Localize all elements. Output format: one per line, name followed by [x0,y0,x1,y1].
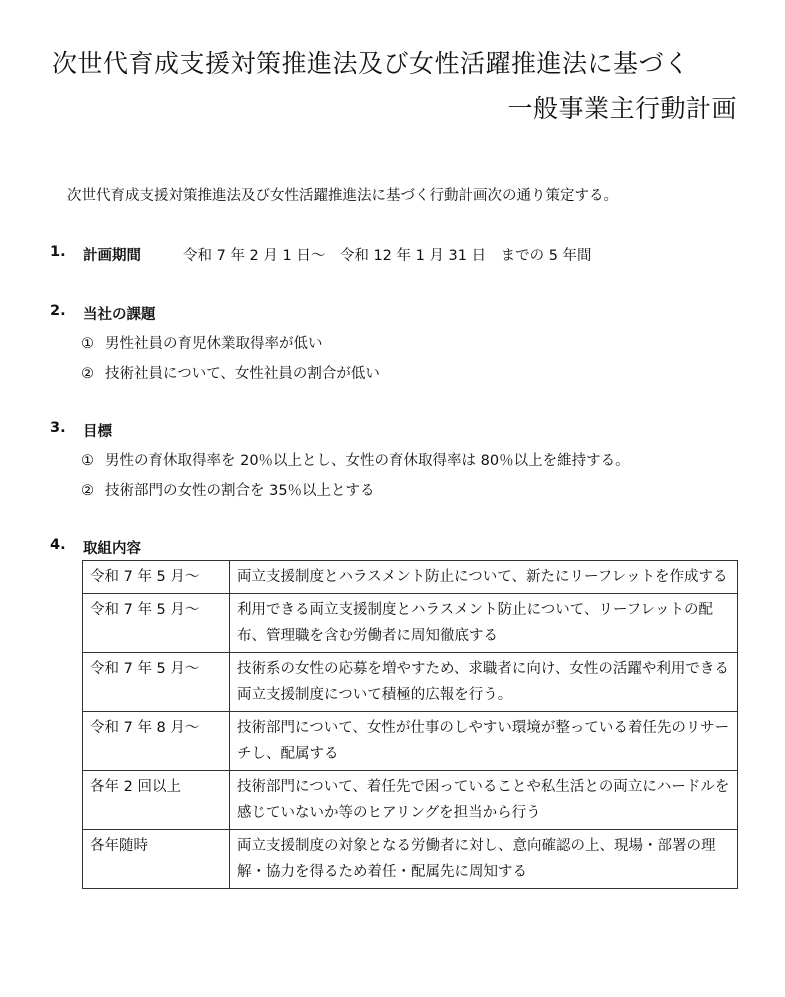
goal-text: 男性の育休取得率を 20％以上とし、女性の育休取得率は 80％以上を維持する。 [105,453,630,469]
issue-text: 技術社員について、女性社員の割合が低い [105,366,380,382]
plan-period-text: 令和 7 年 2 月 1 日～ 令和 12 年 1 月 31 日 までの 5 年間 [183,248,592,264]
section-4-number: 4. [50,537,66,553]
item-marker: ② [81,366,94,382]
item-marker: ① [81,453,94,469]
measure-when: 各年 2 回以上 [83,771,230,830]
measures-table [82,560,738,889]
goal-text: 技術部門の女性の割合を 35％以上とする [105,483,375,499]
document-title-line1: 次世代育成支援対策推進法及び女性活躍推進法に基づく [52,49,690,78]
intro-text: 次世代育成支援対策推進法及び女性活躍推進法に基づく行動計画次の通り策定する。 [67,188,618,204]
goal-item-1 [81,449,630,470]
section-2-number: 2. [50,303,66,319]
measure-what: 技術部門について、女性が仕事のしやすい環境が整っている着任先のリサーチし、配属する [230,712,738,771]
section-3-number: 3. [50,420,66,436]
table-row [83,653,738,712]
measure-when: 令和 7 年 5 月～ [83,653,230,712]
issue-item-1 [81,332,323,353]
measure-what: 技術系の女性の応募を増やすため、求職者に向け、女性の活躍や利用できる両立支援制度について積極的広報を行う。 [230,653,738,712]
section-2-heading: 当社の課題 [83,307,156,323]
measure-when: 各年随時 [83,830,230,889]
measure-what: 両立支援制度の対象となる労働者に対し、意向確認の上、現場・部署の理解・協力を得るため着任・配属先に周知する [230,830,738,889]
measure-when: 令和 7 年 5 月～ [83,594,230,653]
table-row [83,594,738,653]
table-row [83,830,738,889]
table-row [83,561,738,594]
item-marker: ① [81,336,94,352]
document-title-line2: 一般事業主行動計画 [507,94,737,123]
section-1-heading: 計画期間 [83,248,141,264]
measure-when: 令和 7 年 8 月～ [83,712,230,771]
section-4-heading: 取組内容 [83,541,141,557]
section-1-number: 1. [50,244,66,260]
measure-what: 技術部門について、着任先で困っていることや私生活との両立にハードルを感じていないか等のヒアリングを担当から行う [230,771,738,830]
goal-item-2 [81,479,375,500]
section-3-heading: 目標 [83,424,112,440]
measure-what: 利用できる両立支援制度とハラスメント防止について、リーフレットの配布、管理職を含む労働者に周知徹底する [230,594,738,653]
table-row [83,712,738,771]
measure-what: 両立支援制度とハラスメント防止について、新たにリーフレットを作成する [230,561,738,594]
item-marker: ② [81,483,94,499]
issue-item-2 [81,362,380,383]
issue-text: 男性社員の育児休業取得率が低い [105,336,323,352]
table-row [83,771,738,830]
measure-when: 令和 7 年 5 月～ [83,561,230,594]
